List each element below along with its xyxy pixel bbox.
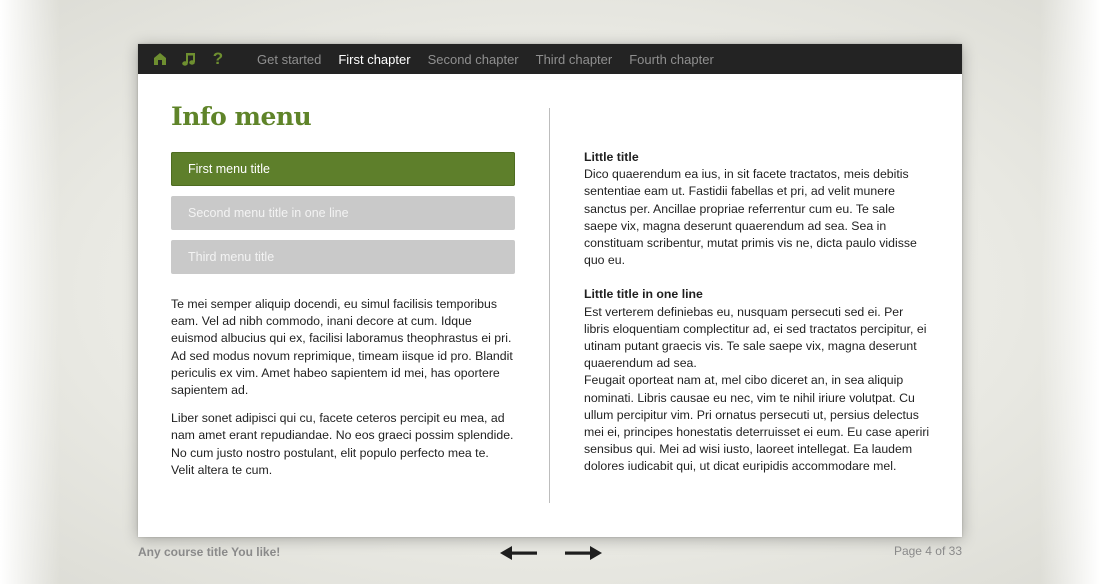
page-indicator: Page 4 of 33: [893, 544, 962, 558]
menu-item-third[interactable]: Third menu title: [171, 240, 515, 274]
section-body-2b: Feugait oporteat nam at, mel cibo diceret an, in sea aliquip nominati. Libris causae eu nec, vim te nihil iriure volutpat. Cu ullum percipitur vim. Pri ornatus persecuti ut, persius delectus mei ei, principes honestatis deterruisset ei eum. Eu case aperiri sensibus qui. Mei ad wisi iusto, laoreet intellegat. Ea laudem dolores iudicabit qui, ut dicat euripidis accommodare mel.: [584, 373, 930, 474]
arrow-right-icon[interactable]: [564, 544, 602, 567]
content-column: [584, 149, 930, 476]
page-title: Info menu: [171, 102, 312, 131]
intro-paragraph-1: Te mei semper aliquip docendi, eu simul facilisis temporibus eam. Vel ad nibh commodo, inani decore at cum. Idque euismod albucius qui ex, facilisi laboramus theophrastus ei pri. Ad sed modus novum reprimique, timeam iisque id pro. Blandit periculis ex vim. Amet habeo sapientem id mei, has oportere sapientem ad.: [171, 297, 513, 398]
nav-item-first-chapter[interactable]: First chapter: [338, 51, 411, 67]
section-title-2: Little title in one line: [584, 287, 703, 302]
nav-item-second-chapter[interactable]: Second chapter: [427, 51, 519, 67]
section-body-2: Est verterem definiebas eu, nusquam persecuti sed ei. Per libris eloquentiam complectitur ad, ei sed tractatos percipitur, ei utinam putant graecis vis. Te sale saepe vix, magna deserunt quaerendum ad sea.: [584, 304, 927, 371]
intro-paragraph-2: Liber sonet adipisci qui cu, facete ceteros percipit eu mea, ad nam amet erant repudiandae. No eos graeci possim splendide. No cum justo nostro postulant, elit populo perfecto mea te. Velit altera te cum.: [171, 411, 514, 477]
course-page: [138, 44, 962, 537]
chapter-nav: [257, 52, 731, 67]
help-icon[interactable]: ?: [212, 49, 224, 68]
menu-item-second[interactable]: Second menu title in one line: [171, 196, 515, 230]
nav-item-get-started[interactable]: Get started: [257, 51, 322, 67]
nav-item-fourth-chapter[interactable]: Fourth chapter: [629, 51, 714, 67]
section-body-1: Dico quaerendum ea ius, in sit facete tractatos, meis debitis sententiae eam ut. Fastidii fabellas et pri, ad velit munere sanctus per. Ancillae propriae referrentur cum eu. Te sale saepe vix, magna deserunt quaerendum ad sea. Sea in constituam scribentur, mutat primis vis ne, dicta paulo vidisse quo eu.: [584, 167, 917, 268]
background-vignette-right: [1040, 0, 1100, 584]
nav-item-third-chapter[interactable]: Third chapter: [535, 51, 613, 67]
top-navigation-bar: [138, 44, 962, 74]
home-icon[interactable]: [153, 51, 167, 67]
menu-item-first[interactable]: First menu title: [171, 152, 515, 186]
info-menu-column: [171, 100, 515, 477]
background-vignette-left: [0, 0, 60, 584]
arrow-left-icon[interactable]: [500, 544, 538, 567]
music-note-icon[interactable]: [182, 51, 196, 67]
toolbar-icons: [153, 51, 257, 67]
column-divider: [549, 108, 550, 503]
section-title-1: Little title: [584, 150, 639, 164]
course-title: Any course title You like!: [138, 545, 281, 559]
intro-text: [171, 296, 515, 490]
